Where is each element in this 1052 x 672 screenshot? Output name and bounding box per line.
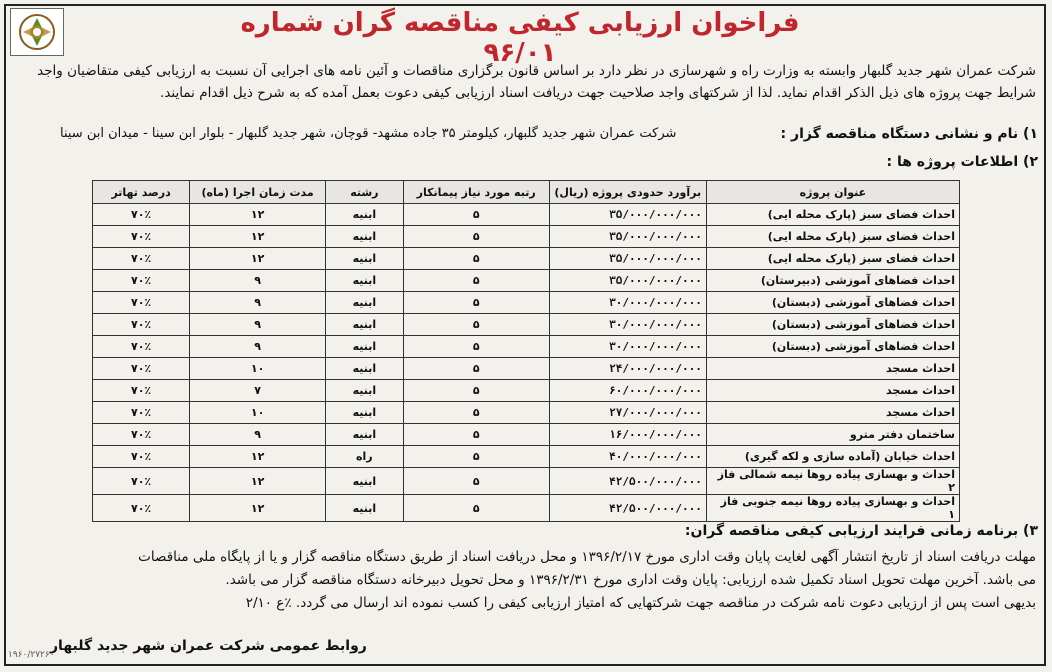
cell-estimate: ۶۰/۰۰۰/۰۰۰/۰۰۰ (549, 380, 706, 402)
cell-duration: ۱۲ (190, 248, 326, 270)
cell-estimate: ۳۰/۰۰۰/۰۰۰/۰۰۰ (549, 292, 706, 314)
cell-estimate: ۳۵/۰۰۰/۰۰۰/۰۰۰ (549, 270, 706, 292)
cell-field: ابنیه (326, 468, 404, 495)
cell-offset-percent: ۷۰٪ (93, 292, 190, 314)
cell-estimate: ۳۵/۰۰۰/۰۰۰/۰۰۰ (549, 226, 706, 248)
company-logo (10, 8, 64, 56)
section-2-label: ۲) اطلاعات پروژه ها : (886, 154, 1038, 170)
cell-project-title: احداث فضاهای آموزشی (دبستان) (706, 314, 959, 336)
table-row (93, 336, 960, 358)
notice-title: فراخوان ارزیابی کیفی مناقصه گران شماره ۹۶/۰۱ (240, 8, 800, 68)
cell-project-title: احداث مسجد (706, 358, 959, 380)
signature: روابط عمومی شرکت عمران شهر جدید گلبهار (50, 638, 367, 654)
col-duration: مدت زمان اجرا (ماه) (190, 181, 326, 204)
logo-emblem-icon (17, 12, 57, 52)
table-row (93, 424, 960, 446)
cell-duration: ۹ (190, 292, 326, 314)
section-1-address: شرکت عمران شهر جدید گلبهار، کیلومتر ۳۵ جاده مشهد- قوچان، شهر جدید گلبهار - بلوار ابن سینا - میدان ابن سینا (60, 126, 677, 141)
cell-field: ابنیه (326, 402, 404, 424)
cell-field: ابنیه (326, 424, 404, 446)
cell-duration: ۱۲ (190, 226, 326, 248)
ad-code: ۱۹۶۰/۲۷۲۶۰ (8, 650, 55, 660)
table-row (93, 468, 960, 495)
cell-offset-percent: ۷۰٪ (93, 204, 190, 226)
cell-estimate: ۲۷/۰۰۰/۰۰۰/۰۰۰ (549, 402, 706, 424)
cell-field: راه (326, 446, 404, 468)
cell-field: ابنیه (326, 314, 404, 336)
cell-offset-percent: ۷۰٪ (93, 380, 190, 402)
cell-field: ابنیه (326, 204, 404, 226)
cell-estimate: ۴۲/۵۰۰/۰۰۰/۰۰۰ (549, 495, 706, 522)
cell-estimate: ۳۵/۰۰۰/۰۰۰/۰۰۰ (549, 204, 706, 226)
table-row (93, 380, 960, 402)
cell-project-title: احداث فضاهای آموزشی (دبستان) (706, 292, 959, 314)
cell-duration: ۹ (190, 314, 326, 336)
cell-offset-percent: ۷۰٪ (93, 314, 190, 336)
cell-estimate: ۱۶/۰۰۰/۰۰۰/۰۰۰ (549, 424, 706, 446)
cell-project-title: ساختمان دفتر مترو (706, 424, 959, 446)
table-row (93, 446, 960, 468)
cell-project-title: احداث فضاهای آموزشی (دبیرستان) (706, 270, 959, 292)
table-header-row (93, 181, 960, 204)
cell-estimate: ۴۲/۵۰۰/۰۰۰/۰۰۰ (549, 468, 706, 495)
cell-grade: ۵ (403, 226, 549, 248)
cell-grade: ۵ (403, 270, 549, 292)
table-row (93, 204, 960, 226)
cell-grade: ۵ (403, 495, 549, 522)
cell-grade: ۵ (403, 336, 549, 358)
table-row (93, 402, 960, 424)
section-3-label: ۳) برنامه زمانی فرایند ارزیابی کیفی مناقصه گران: (684, 523, 1038, 539)
cell-field: ابنیه (326, 380, 404, 402)
cell-estimate: ۴۰/۰۰۰/۰۰۰/۰۰۰ (549, 446, 706, 468)
cell-grade: ۵ (403, 468, 549, 495)
cell-offset-percent: ۷۰٪ (93, 424, 190, 446)
cell-offset-percent: ۷۰٪ (93, 358, 190, 380)
cell-offset-percent: ۷۰٪ (93, 495, 190, 522)
col-offset-percent: درصد تهاتر (93, 181, 190, 204)
cell-offset-percent: ۷۰٪ (93, 226, 190, 248)
cell-offset-percent: ۷۰٪ (93, 248, 190, 270)
cell-duration: ۱۲ (190, 204, 326, 226)
cell-field: ابنیه (326, 358, 404, 380)
table-row (93, 314, 960, 336)
cell-offset-percent: ۷۰٪ (93, 402, 190, 424)
cell-field: ابنیه (326, 226, 404, 248)
cell-duration: ۱۲ (190, 495, 326, 522)
section-3-line-1: مهلت دریافت اسناد از تاریخ انتشار آگهی لغایت پایان وقت اداری مورخ ۱۳۹۶/۲/۱۷ و محل دریافت اسناد از طریق دستگاه مناقصه گزار و یا از پایگاه ملی مناقصات (138, 549, 1036, 565)
cell-field: ابنیه (326, 248, 404, 270)
cell-grade: ۵ (403, 358, 549, 380)
section-3-line-2: می باشد. آخرین مهلت تحویل اسناد تکمیل شده ارزیابی: پایان وقت اداری مورخ ۱۳۹۶/۲/۳۱ و محل تحویل دبیرخانه دستگاه مناقصه گزار می باشد. (225, 572, 1036, 588)
cell-project-title: احداث و بهسازی پیاده روها نیمه شمالی فاز ۲ (706, 468, 959, 495)
table-row (93, 270, 960, 292)
table-row (93, 495, 960, 522)
cell-project-title: احداث فضای سبز (پارک محله ایی) (706, 248, 959, 270)
cell-field: ابنیه (326, 270, 404, 292)
cell-project-title: احداث خیابان (آماده سازی و لکه گیری) (706, 446, 959, 468)
table-row (93, 226, 960, 248)
section-3-line-3: بدیهی است پس از ارزیابی دعوت نامه شرکت در مناقصه جهت شرکتهایی که امتیاز ارزیابی کیفی را کسب نموده اند ارسال می گردد. ٪ع ۲/۱۰ (245, 595, 1036, 611)
table-row (93, 292, 960, 314)
intro-line-1: شرکت عمران شهر جدید گلبهار وابسته به وزارت راه و شهرسازی در نظر دارد بر اساس قانون برگزاری مناقصات و آئین نامه های اجرایی آن نسبت به ارزیابی کیفی متقاضیان واجد (37, 63, 1036, 79)
col-grade: رتبه مورد نیاز پیمانکار (403, 181, 549, 204)
cell-duration: ۹ (190, 424, 326, 446)
cell-duration: ۱۲ (190, 468, 326, 495)
cell-duration: ۱۰ (190, 402, 326, 424)
cell-duration: ۹ (190, 336, 326, 358)
cell-offset-percent: ۷۰٪ (93, 336, 190, 358)
col-estimate: برآورد حدودی پروژه (ریال) (549, 181, 706, 204)
col-project-title: عنوان پروژه (706, 181, 959, 204)
cell-offset-percent: ۷۰٪ (93, 446, 190, 468)
cell-field: ابنیه (326, 495, 404, 522)
cell-offset-percent: ۷۰٪ (93, 270, 190, 292)
cell-project-title: احداث فضای سبز (پارک محله ایی) (706, 204, 959, 226)
col-field: رشته (326, 181, 404, 204)
cell-grade: ۵ (403, 402, 549, 424)
cell-field: ابنیه (326, 292, 404, 314)
section-1-label: ۱) نام و نشانی دستگاه مناقصه گزار : (780, 126, 1038, 142)
cell-grade: ۵ (403, 446, 549, 468)
cell-project-title: احداث مسجد (706, 380, 959, 402)
cell-grade: ۵ (403, 248, 549, 270)
cell-duration: ۹ (190, 270, 326, 292)
cell-estimate: ۳۰/۰۰۰/۰۰۰/۰۰۰ (549, 336, 706, 358)
cell-duration: ۷ (190, 380, 326, 402)
cell-project-title: احداث و بهسازی پیاده روها نیمه جنوبی فاز ۱ (706, 495, 959, 522)
cell-field: ابنیه (326, 336, 404, 358)
cell-project-title: احداث فضاهای آموزشی (دبستان) (706, 336, 959, 358)
cell-project-title: احداث فضای سبز (پارک محله ایی) (706, 226, 959, 248)
cell-grade: ۵ (403, 424, 549, 446)
cell-duration: ۱۰ (190, 358, 326, 380)
cell-grade: ۵ (403, 204, 549, 226)
cell-offset-percent: ۷۰٪ (93, 468, 190, 495)
cell-grade: ۵ (403, 380, 549, 402)
cell-grade: ۵ (403, 292, 549, 314)
cell-project-title: احداث مسجد (706, 402, 959, 424)
cell-estimate: ۳۰/۰۰۰/۰۰۰/۰۰۰ (549, 314, 706, 336)
intro-line-2: شرایط جهت پروژه های ذیل الذکر اقدام نماید. لذا از شرکتهای واجد صلاحیت جهت دریافت اسناد ارزیابی کیفی دعوت بعمل آمده که به شرح ذیل اقدام نمایند. (160, 85, 1036, 101)
cell-duration: ۱۲ (190, 446, 326, 468)
table-row (93, 358, 960, 380)
projects-table (92, 180, 960, 522)
cell-estimate: ۳۵/۰۰۰/۰۰۰/۰۰۰ (549, 248, 706, 270)
cell-grade: ۵ (403, 314, 549, 336)
table-row (93, 248, 960, 270)
cell-estimate: ۲۴/۰۰۰/۰۰۰/۰۰۰ (549, 358, 706, 380)
